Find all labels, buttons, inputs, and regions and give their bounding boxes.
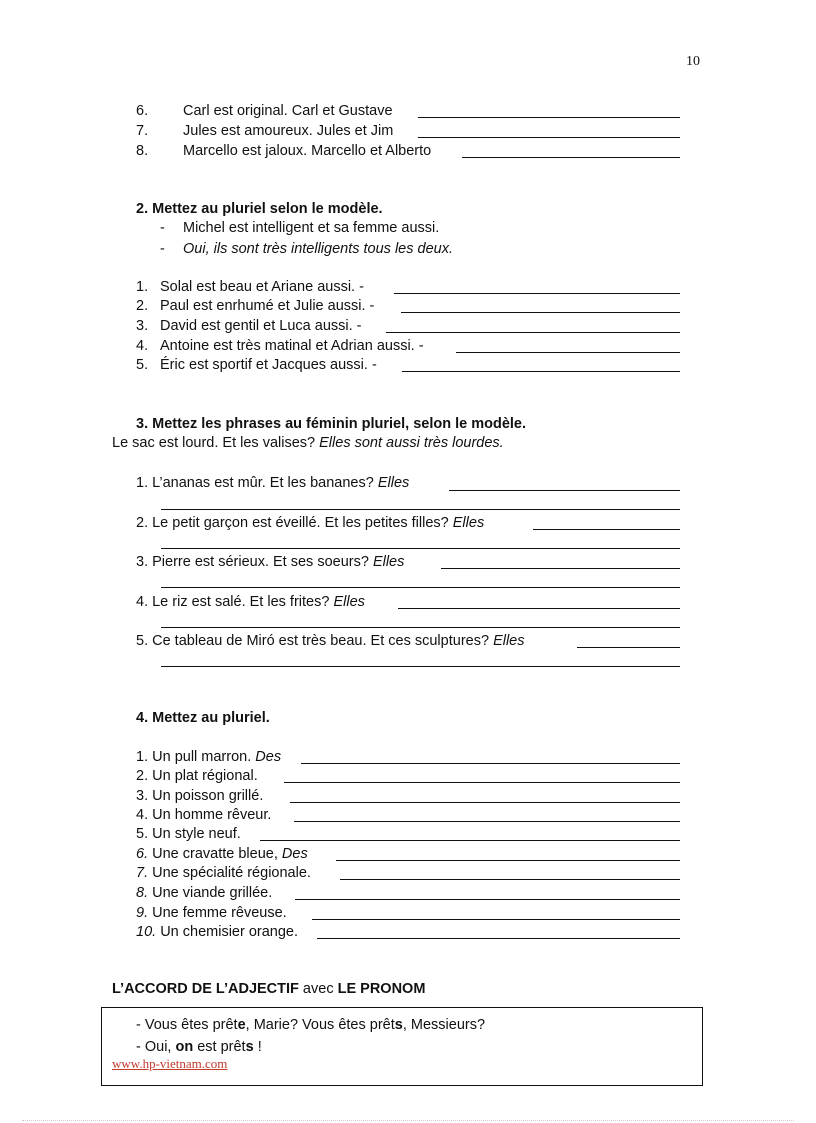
answer-blank[interactable] bbox=[577, 647, 680, 648]
item-number: 3. bbox=[136, 318, 149, 334]
section-heading: L’ACCORD DE L’ADJECTIF avec LE PRONOM bbox=[112, 981, 426, 997]
item-number: 2. bbox=[136, 298, 149, 314]
page-number: 10 bbox=[686, 54, 700, 69]
list-item: 5. Un style neuf. bbox=[136, 826, 241, 842]
answer-blank[interactable] bbox=[301, 763, 680, 764]
answer-blank[interactable] bbox=[398, 608, 680, 609]
list-item: 9. Une femme rêveuse. bbox=[136, 905, 287, 921]
answer-blank[interactable] bbox=[394, 293, 680, 294]
answer-blank[interactable] bbox=[418, 117, 680, 118]
answer-blank[interactable] bbox=[161, 509, 680, 510]
answer-blank[interactable] bbox=[161, 587, 680, 588]
dash: - bbox=[160, 220, 165, 236]
model-sentence bbox=[112, 434, 504, 452]
answer-blank[interactable] bbox=[161, 548, 680, 549]
item-text: Éric est sportif et Jacques aussi. - bbox=[160, 357, 377, 373]
answer-blank[interactable] bbox=[402, 371, 680, 372]
item-text: Solal est beau et Ariane aussi. - bbox=[160, 279, 364, 295]
list-item: 4. Un homme rêveur. bbox=[136, 807, 272, 823]
exercise-3-title: 3. Mettez les phrases au féminin pluriel, selon le modèle. bbox=[136, 416, 527, 432]
item-text: Jules est amoureux. Jules et Jim bbox=[183, 123, 394, 139]
model-text: Le sac est lourd. Et les valises? bbox=[112, 435, 316, 451]
item-text: Paul est enrhumé et Julie aussi. - bbox=[160, 298, 375, 314]
list-item: 10. Un chemisier orange. bbox=[136, 924, 299, 940]
answer-blank[interactable] bbox=[294, 821, 680, 822]
answer-blank[interactable] bbox=[336, 860, 680, 861]
answer-blank[interactable] bbox=[161, 666, 680, 667]
answer-blank[interactable] bbox=[456, 352, 680, 353]
item-text: 1. L’ananas est mûr. Et les bananes? Elles bbox=[136, 475, 410, 491]
answer-blank[interactable] bbox=[462, 157, 680, 158]
item-text: Antoine est très matinal et Adrian aussi. - bbox=[160, 338, 424, 354]
item-number: 6. bbox=[136, 103, 149, 119]
answer-blank[interactable] bbox=[290, 802, 680, 803]
answer-blank[interactable] bbox=[260, 840, 680, 841]
example-question: Michel est intelligent et sa femme aussi. bbox=[183, 220, 440, 236]
example-box bbox=[101, 1007, 703, 1086]
box-line-1: - Vous êtes prête, Marie? Vous êtes prêts, Messieurs? bbox=[136, 1017, 486, 1033]
list-item: 2. Un plat régional. bbox=[136, 768, 258, 784]
item-text: Marcello est jaloux. Marcello et Alberto bbox=[183, 143, 432, 159]
page-bottom-rule bbox=[22, 1120, 794, 1121]
exercise-4-title: 4. Mettez au pluriel. bbox=[136, 710, 270, 726]
item-number: 5. bbox=[136, 357, 149, 373]
list-item: 7. Une spécialité régionale. bbox=[136, 865, 311, 881]
example-answer: Oui, ils sont très intelligents tous les deux. bbox=[183, 241, 453, 257]
list-item: 8. Une viande grillée. bbox=[136, 885, 273, 901]
answer-blank[interactable] bbox=[418, 137, 680, 138]
answer-blank[interactable] bbox=[401, 312, 680, 313]
answer-blank[interactable] bbox=[449, 490, 680, 491]
box-line-2: - Oui, on est prêts ! bbox=[136, 1039, 262, 1055]
website-link[interactable]: www.hp-vietnam.com bbox=[112, 1056, 228, 1071]
answer-blank[interactable] bbox=[161, 627, 680, 628]
exercise-2-title: 2. Mettez au pluriel selon le modèle. bbox=[136, 201, 383, 217]
list-item: 3. Un poisson grillé. bbox=[136, 788, 264, 804]
item-text: David est gentil et Luca aussi. - bbox=[160, 318, 362, 334]
item-text: 2. Le petit garçon est éveillé. Et les petites filles? Elles bbox=[136, 515, 485, 531]
answer-blank[interactable] bbox=[441, 568, 680, 569]
item-text: 3. Pierre est sérieux. Et ses soeurs? Elles bbox=[136, 554, 405, 570]
item-number: 1. bbox=[136, 279, 149, 295]
answer-blank[interactable] bbox=[295, 899, 680, 900]
list-item: 6. Une cravatte bleue, Des bbox=[136, 846, 308, 862]
list-item: 1. Un pull marron. Des bbox=[136, 749, 282, 765]
item-number: 7. bbox=[136, 123, 149, 139]
answer-blank[interactable] bbox=[386, 332, 680, 333]
model-answer: Elles sont aussi très lourdes. bbox=[319, 435, 504, 451]
item-number: 4. bbox=[136, 338, 149, 354]
item-number: 8. bbox=[136, 143, 149, 159]
item-text: 5. Ce tableau de Miró est très beau. Et ces sculptures? Elles bbox=[136, 633, 525, 649]
answer-blank[interactable] bbox=[340, 879, 680, 880]
item-text: Carl est original. Carl et Gustave bbox=[183, 103, 393, 119]
answer-blank[interactable] bbox=[284, 782, 680, 783]
answer-blank[interactable] bbox=[312, 919, 680, 920]
item-text: 4. Le riz est salé. Et les frites? Elles bbox=[136, 594, 365, 610]
answer-blank[interactable] bbox=[533, 529, 680, 530]
dash: - bbox=[160, 241, 165, 257]
answer-blank[interactable] bbox=[317, 938, 680, 939]
